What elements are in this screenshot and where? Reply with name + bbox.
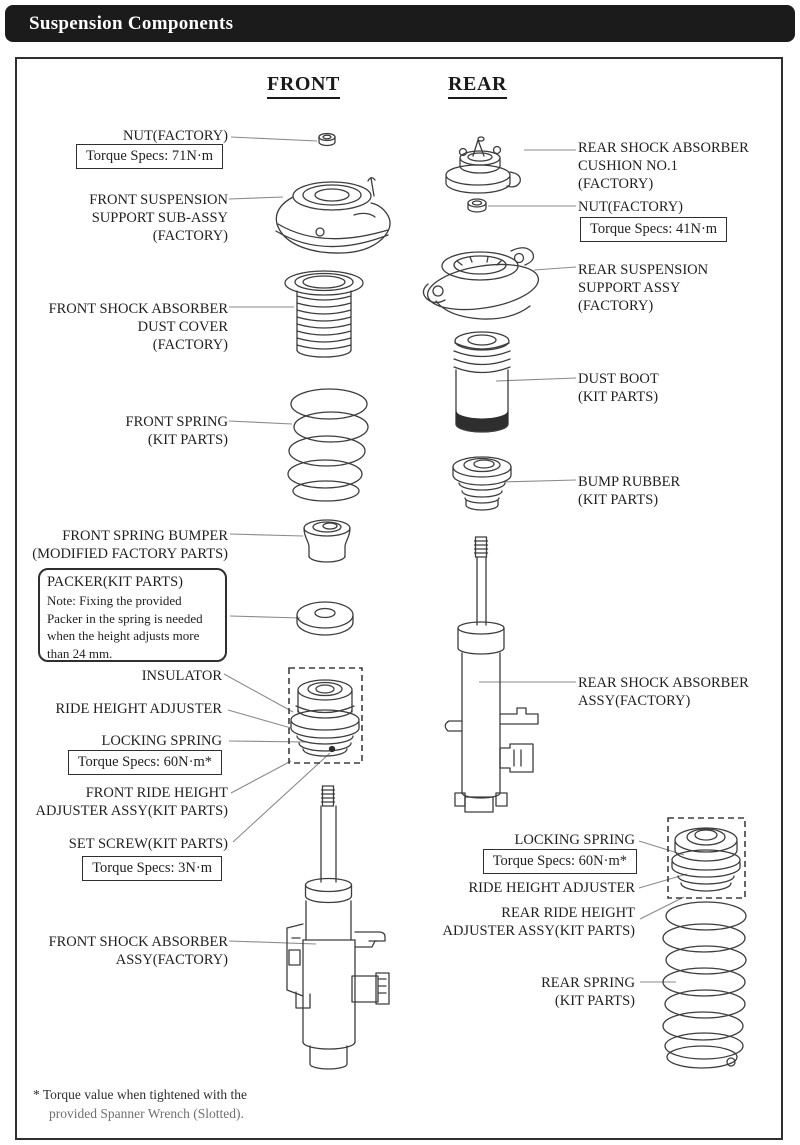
label-front-support: FRONT SUSPENSION SUPPORT SUB-ASSY (FACTORY) <box>89 192 228 244</box>
label-rear-spring: REAR SPRING (KIT PARTS) <box>541 975 635 1009</box>
label-front-nut: NUT(FACTORY) <box>123 128 228 144</box>
torque-box-front-nut: Torque Specs: 71N·m <box>76 144 223 169</box>
page-title-text: Suspension Components <box>29 13 234 34</box>
label-front-shock-assy: FRONT SHOCK ABSORBER ASSY(FACTORY) <box>48 934 228 968</box>
label-rear-nut: NUT(FACTORY) <box>578 199 683 215</box>
label-dust-boot: DUST BOOT (KIT PARTS) <box>578 371 659 405</box>
torque-box-set-screw: Torque Specs: 3N·m <box>82 856 222 881</box>
column-heading-rear: REAR <box>448 73 507 99</box>
torque-box-rear-locking-spring: Torque Specs: 60N·m* <box>483 849 637 874</box>
label-front-rha-assy: FRONT RIDE HEIGHT ADJUSTER ASSY(KIT PARTS) <box>35 785 228 819</box>
column-heading-front: FRONT <box>267 73 340 99</box>
label-rear-shock-assy: REAR SHOCK ABSORBER ASSY(FACTORY) <box>578 675 749 709</box>
label-front-locking-spring: LOCKING SPRING <box>101 733 222 749</box>
label-set-screw: SET SCREW(KIT PARTS) <box>68 836 228 852</box>
footnote-line2: provided Spanner Wrench (Slotted). <box>49 1106 244 1121</box>
label-front-dust-cover: FRONT SHOCK ABSORBER DUST COVER (FACTORY) <box>48 301 228 353</box>
label-insulator: INSULATOR <box>141 668 222 684</box>
label-front-ride-height-adjuster: RIDE HEIGHT ADJUSTER <box>55 701 222 717</box>
torque-box-front-locking-spring: Torque Specs: 60N·m* <box>68 750 222 775</box>
label-front-spring-bumper: FRONT SPRING BUMPER (MODIFIED FACTORY PARTS) <box>32 528 228 562</box>
label-rear-ride-height-adjuster: RIDE HEIGHT ADJUSTER <box>468 880 635 896</box>
page-title <box>5 5 795 42</box>
label-rear-rha-assy: REAR RIDE HEIGHT ADJUSTER ASSY(KIT PARTS) <box>442 905 635 939</box>
label-front-spring: FRONT SPRING (KIT PARTS) <box>125 414 228 448</box>
torque-box-rear-nut: Torque Specs: 41N·m <box>580 217 727 242</box>
label-rear-locking-spring: LOCKING SPRING <box>514 832 635 848</box>
label-rear-cushion: REAR SHOCK ABSORBER CUSHION NO.1 (FACTORY) <box>578 140 749 192</box>
packer-note-box: PACKER(KIT PARTS) Note: Fixing the provided Packer in the spring is needed when the height adjusts more than 24 mm. <box>38 568 227 662</box>
footnote-line1: * Torque value when tightened with the <box>33 1087 248 1102</box>
label-bump-rubber: BUMP RUBBER (KIT PARTS) <box>578 474 681 508</box>
packer-title: PACKER(KIT PARTS) <box>47 574 183 590</box>
label-rear-support: REAR SUSPENSION SUPPORT ASSY (FACTORY) <box>578 262 709 314</box>
